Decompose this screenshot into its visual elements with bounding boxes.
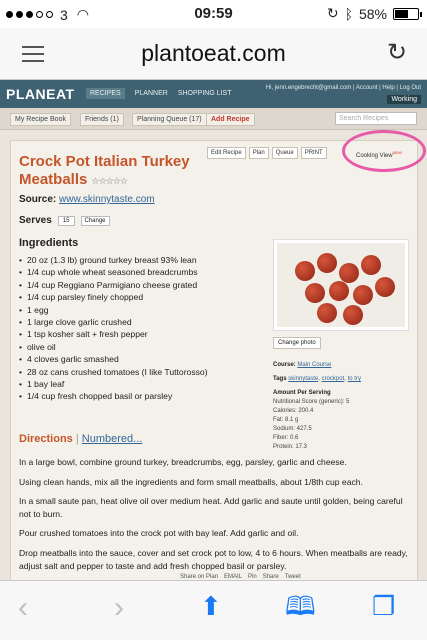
serves-input[interactable]: 15 xyxy=(58,216,75,226)
serves-row: Serves 15 Change xyxy=(19,215,110,226)
nav-shopping-list[interactable]: SHOPPING LIST xyxy=(177,90,232,97)
ingredient-item: • 1 bay leaf xyxy=(19,378,269,390)
tag-link[interactable]: crockpot xyxy=(321,376,345,382)
search-input[interactable]: Search Recipes xyxy=(335,112,417,125)
ingredient-item: • 1/4 cup Reggiano Parmigiano cheese grated xyxy=(19,279,269,291)
edit-recipe-button[interactable]: Edit Recipe xyxy=(207,147,246,159)
ingredient-item: • olive oil xyxy=(19,341,269,353)
ingredient-item: • 28 oz cans crushed tomatoes (I like Tuttorosso) xyxy=(19,366,269,378)
status-bar xyxy=(0,0,427,28)
recipe-title: Crock Pot Italian Turkey Meatballs ☆☆☆☆☆ xyxy=(19,153,190,188)
cooking-view-button[interactable]: Cooking View$^{NEW}$ xyxy=(356,150,402,159)
tag-link[interactable]: to try xyxy=(347,376,361,382)
browser-toolbar xyxy=(0,580,427,640)
direction-step: Pour crushed tomatoes into the crock pot with bay leaf. Add garlic and oil. xyxy=(19,528,299,539)
course-link[interactable]: Main Course xyxy=(297,362,332,368)
battery-percent: 58% xyxy=(358,5,387,22)
email-button[interactable]: EMAIL xyxy=(224,574,243,580)
nutrition-item: Protein: 17.3 xyxy=(273,444,308,450)
site-header xyxy=(0,80,427,108)
site-logo[interactable]: PLANEAT xyxy=(6,86,75,102)
nutrition-item: Fat: 8.1 g xyxy=(273,417,299,423)
ingredient-item: • 1 egg xyxy=(19,304,269,316)
recipe-photo xyxy=(273,239,409,331)
tabs-icon[interactable]: ❐ xyxy=(372,591,396,621)
new-badge: NEW xyxy=(392,150,402,155)
forward-icon[interactable]: › xyxy=(114,591,124,624)
change-serves-button[interactable]: Change xyxy=(81,216,110,226)
bluetooth-icon: ᛒ xyxy=(344,5,353,22)
recipe-source: Source: www.skinnytaste.com xyxy=(19,194,155,205)
rating-stars-icon[interactable]: ☆☆☆☆☆ xyxy=(91,176,127,186)
queue-button[interactable]: Queue xyxy=(272,147,298,159)
browser-address-bar xyxy=(0,28,427,80)
url-field[interactable]: plantoeat.com xyxy=(141,40,286,66)
nav-planner[interactable]: PLANNER xyxy=(134,90,168,97)
direction-step: Drop meatballs into the sauce, cover and set crock pot to low, 4 to 6 hours. When meatballs are ready, adjust salt and pepper to taste and add fresh chopped basil or parsley. xyxy=(19,547,408,571)
ingredient-item: • 1 large clove garlic crushed xyxy=(19,316,269,328)
numbered-toggle[interactable]: Numbered... xyxy=(81,433,143,445)
nav-recipes[interactable]: RECIPES xyxy=(86,88,125,99)
tag-link[interactable]: skinnytaste xyxy=(288,376,319,382)
pin-button[interactable]: Pin xyxy=(248,574,257,580)
recipe-card xyxy=(10,140,418,600)
tab-friends[interactable]: Friends (1) xyxy=(80,113,124,126)
share-button[interactable]: Share xyxy=(262,574,279,580)
direction-step: In a small saute pan, heat olive oil over medium heat. Add garlic and saute until golden, being careful not to burn. xyxy=(19,496,403,519)
status-time: 09:59 xyxy=(194,5,233,22)
share-plan-button[interactable]: Share on Plan xyxy=(180,574,219,580)
back-icon[interactable]: ‹ xyxy=(18,591,28,624)
nutrition-item: Nutritional Score (generic): 5 xyxy=(273,399,350,405)
nutrition-item: Calories: 200.4 xyxy=(273,408,314,414)
recipe-subnav xyxy=(0,108,427,130)
highlight-ellipse xyxy=(342,130,426,172)
change-photo-button[interactable]: Change photo xyxy=(273,337,321,349)
tweet-button[interactable]: Tweet xyxy=(284,574,301,580)
plan-button[interactable]: Plan xyxy=(249,147,269,159)
ingredients-list xyxy=(19,254,269,403)
directions-heading: Directions | Numbered... xyxy=(19,433,143,445)
share-icon[interactable]: ⬆ xyxy=(200,591,222,621)
ingredient-item: • 1/4 cup whole wheat seasoned breadcrumbs xyxy=(19,266,269,278)
ingredient-item: • 20 oz (1.3 lb) ground turkey breast 93% lean xyxy=(19,254,269,266)
nutrition-item: Fiber: 0.6 xyxy=(273,435,299,441)
wifi-icon: ◠ xyxy=(76,6,90,22)
ingredient-item: • 1/4 cup fresh chopped basil or parsley xyxy=(19,390,269,402)
bookmarks-icon[interactable]: 🕮 xyxy=(285,591,316,621)
rotation-lock-icon: ↻ xyxy=(326,5,339,21)
ingredients-heading: Ingredients xyxy=(19,237,79,249)
print-button[interactable]: PRINT xyxy=(301,147,327,159)
nutrition-item: Sodium: 427.5 xyxy=(273,426,312,432)
ingredient-item: • 1/4 cup parsley finely chopped xyxy=(19,291,269,303)
direction-step: In a large bowl, combine ground turkey, breadcrumbs, egg, parsley, garlic and cheese. xyxy=(19,457,347,467)
source-link[interactable]: www.skinnytaste.com xyxy=(59,194,155,205)
tab-my-recipe-book[interactable]: My Recipe Book xyxy=(10,113,71,126)
recipe-meta: Course: Main Course Tags skinnytaste, crockpot, to try Amount Per Serving Nutritional Score (generic): 5 Calories: 200.4 Fat: 8.1 g Sodium: 427.5 Fiber: 0.6 Protein: 17.3 xyxy=(273,361,413,452)
tab-planning-queue[interactable]: Planning Queue (17) xyxy=(132,113,207,126)
ingredient-item: • 1 tsp kosher salt + fresh pepper xyxy=(19,328,269,340)
battery-icon xyxy=(393,8,419,20)
reload-icon[interactable]: ↻ xyxy=(386,39,407,66)
user-account-links[interactable]: Hi, jenn.engebrecht@gmail.com | Account | Help | Log Out xyxy=(265,85,421,91)
ingredient-item: • 4 cloves garlic smashed xyxy=(19,353,269,365)
add-recipe-button[interactable]: Add Recipe xyxy=(206,113,255,126)
direction-step: Using clean hands, mix all the ingredients and form small meatballs, about 1/8th cup each. xyxy=(19,476,363,487)
carrier-label: 3 xyxy=(60,6,68,23)
working-button[interactable]: Working xyxy=(387,95,421,104)
